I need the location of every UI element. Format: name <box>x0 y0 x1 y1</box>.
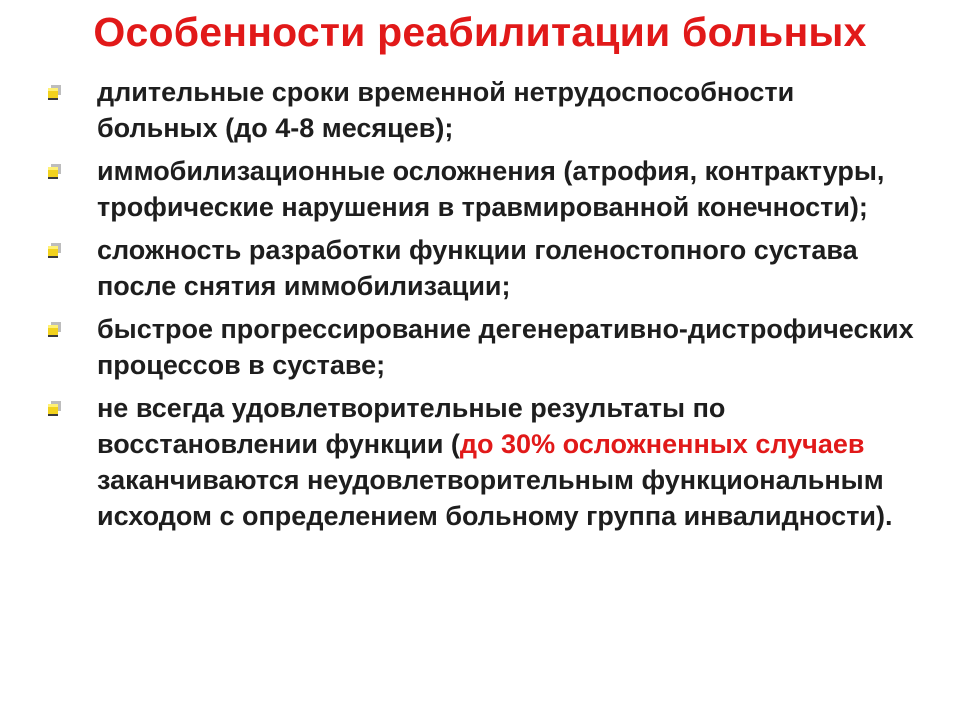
list-item-text: быстрое прогрессирование дегенеративно-дистрофических процессов в суставе; <box>97 314 914 380</box>
list-item-text-part: заканчиваются неудовлетворительным функциональным исходом с определением больному группа инвалидности). <box>97 465 893 531</box>
list-item-text <box>97 390 920 534</box>
list-item <box>40 232 920 304</box>
yellow-square-bullet-icon <box>43 319 63 339</box>
list-item <box>40 390 920 534</box>
list-item-text: сложность разработки функции голеностопного сустава после снятия иммобилизации; <box>97 235 858 301</box>
yellow-square-bullet-icon <box>43 240 63 260</box>
slide-title: Особенности реабилитации больных <box>93 9 867 55</box>
yellow-square-bullet-icon <box>43 82 63 102</box>
list-item-text-part: не всегда удовлетворительные результаты по восстановлении функции ( <box>97 393 726 459</box>
list-item-text: иммобилизационные осложнения (атрофия, контрактуры, трофические нарушения в травмированной конечности); <box>97 156 885 222</box>
list-item-text: длительные сроки временной нетрудоспособности больных (до 4-8 месяцев); <box>97 77 795 143</box>
bullet-list <box>40 74 920 541</box>
list-item <box>40 153 920 225</box>
list-item <box>40 311 920 383</box>
list-item <box>40 74 920 146</box>
yellow-square-bullet-icon <box>43 161 63 181</box>
highlighted-text: до 30% осложненных случаев <box>459 429 865 459</box>
yellow-square-bullet-icon <box>43 398 63 418</box>
